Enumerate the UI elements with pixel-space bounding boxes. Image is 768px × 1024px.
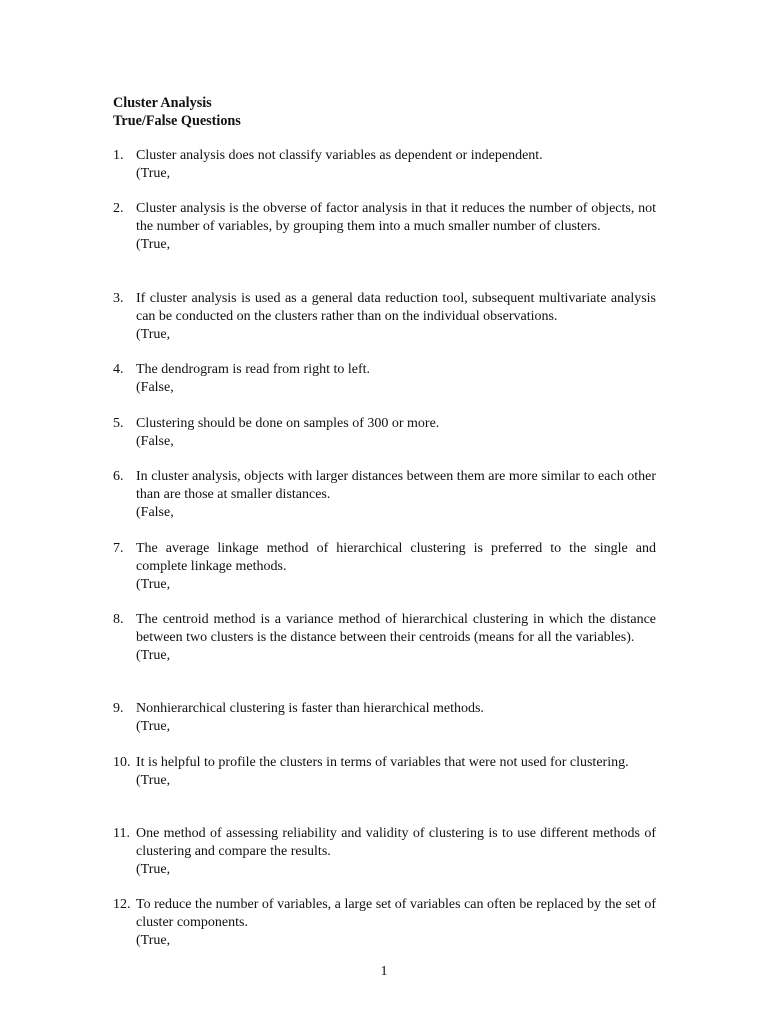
- question-number: 9.: [113, 701, 124, 716]
- question-number: 11.: [113, 826, 130, 841]
- question-text: The dendrogram is read from right to left.: [136, 362, 371, 377]
- question-number: 12.: [113, 897, 131, 912]
- question-answer: (True,: [136, 237, 171, 252]
- question-number: 3.: [113, 291, 124, 306]
- question-text: If cluster analysis is used as a general data reduction tool, subsequent multivariate analysis can be conducted on the clusters rather than on the individual observations.: [136, 291, 656, 324]
- question-item-3: [113, 290, 656, 344]
- question-item-8: [113, 611, 656, 665]
- question-answer: (True,: [136, 327, 171, 342]
- question-item-9: [113, 700, 656, 736]
- document-title: Cluster Analysis: [113, 95, 212, 111]
- document-subtitle: True/False Questions: [113, 113, 241, 129]
- question-item-6: [113, 468, 656, 522]
- question-item-4: [113, 361, 656, 397]
- question-number: 8.: [113, 612, 124, 627]
- question-text: It is helpful to profile the clusters in terms of variables that were not used for clustering.: [136, 755, 629, 770]
- question-item-10: [113, 754, 656, 790]
- question-answer: (True,: [136, 166, 171, 181]
- question-text: In cluster analysis, objects with larger distances between them are more similar to each other than are those at smaller distances.: [136, 469, 656, 502]
- question-item-12: [113, 896, 656, 950]
- question-number: 1.: [113, 148, 124, 163]
- question-item-2: [113, 200, 656, 254]
- question-answer: (True,: [136, 577, 171, 592]
- question-item-1: [113, 147, 656, 183]
- question-item-5: [113, 415, 656, 451]
- question-answer: (False,: [136, 505, 174, 520]
- document-heading: [113, 94, 241, 130]
- question-item-11: [113, 825, 656, 879]
- question-number: 5.: [113, 416, 124, 431]
- question-text: To reduce the number of variables, a large set of variables can often be replaced by the set of cluster components.: [136, 897, 656, 930]
- question-answer: (True,: [136, 862, 171, 877]
- question-number: 4.: [113, 362, 124, 377]
- question-item-7: [113, 540, 656, 594]
- question-answer: (True,: [136, 773, 171, 788]
- question-text: Nonhierarchical clustering is faster than hierarchical methods.: [136, 701, 484, 716]
- question-number: 2.: [113, 201, 124, 216]
- question-answer: (True,: [136, 719, 171, 734]
- question-answer: (True,: [136, 648, 171, 663]
- question-text: Cluster analysis does not classify variables as dependent or independent.: [136, 148, 543, 163]
- question-number: 7.: [113, 541, 124, 556]
- question-answer: (False,: [136, 434, 174, 449]
- question-text: The average linkage method of hierarchical clustering is preferred to the single and complete linkage methods.: [136, 541, 656, 574]
- question-text: Clustering should be done on samples of 300 or more.: [136, 416, 440, 431]
- question-answer: (False,: [136, 380, 174, 395]
- question-text: The centroid method is a variance method of hierarchical clustering in which the distance between two clusters is the distance between their centroids (means for all the variables).: [136, 612, 656, 645]
- question-number: 6.: [113, 469, 124, 484]
- page-number: 1: [380, 964, 388, 979]
- question-number: 10.: [113, 755, 131, 770]
- question-text: One method of assessing reliability and validity of clustering is to use different methods of clustering and compare the results.: [136, 826, 656, 859]
- question-answer: (True,: [136, 933, 171, 948]
- question-text: Cluster analysis is the obverse of factor analysis in that it reduces the number of objects, not the number of variables, by grouping them into a much smaller number of clusters.: [136, 201, 656, 234]
